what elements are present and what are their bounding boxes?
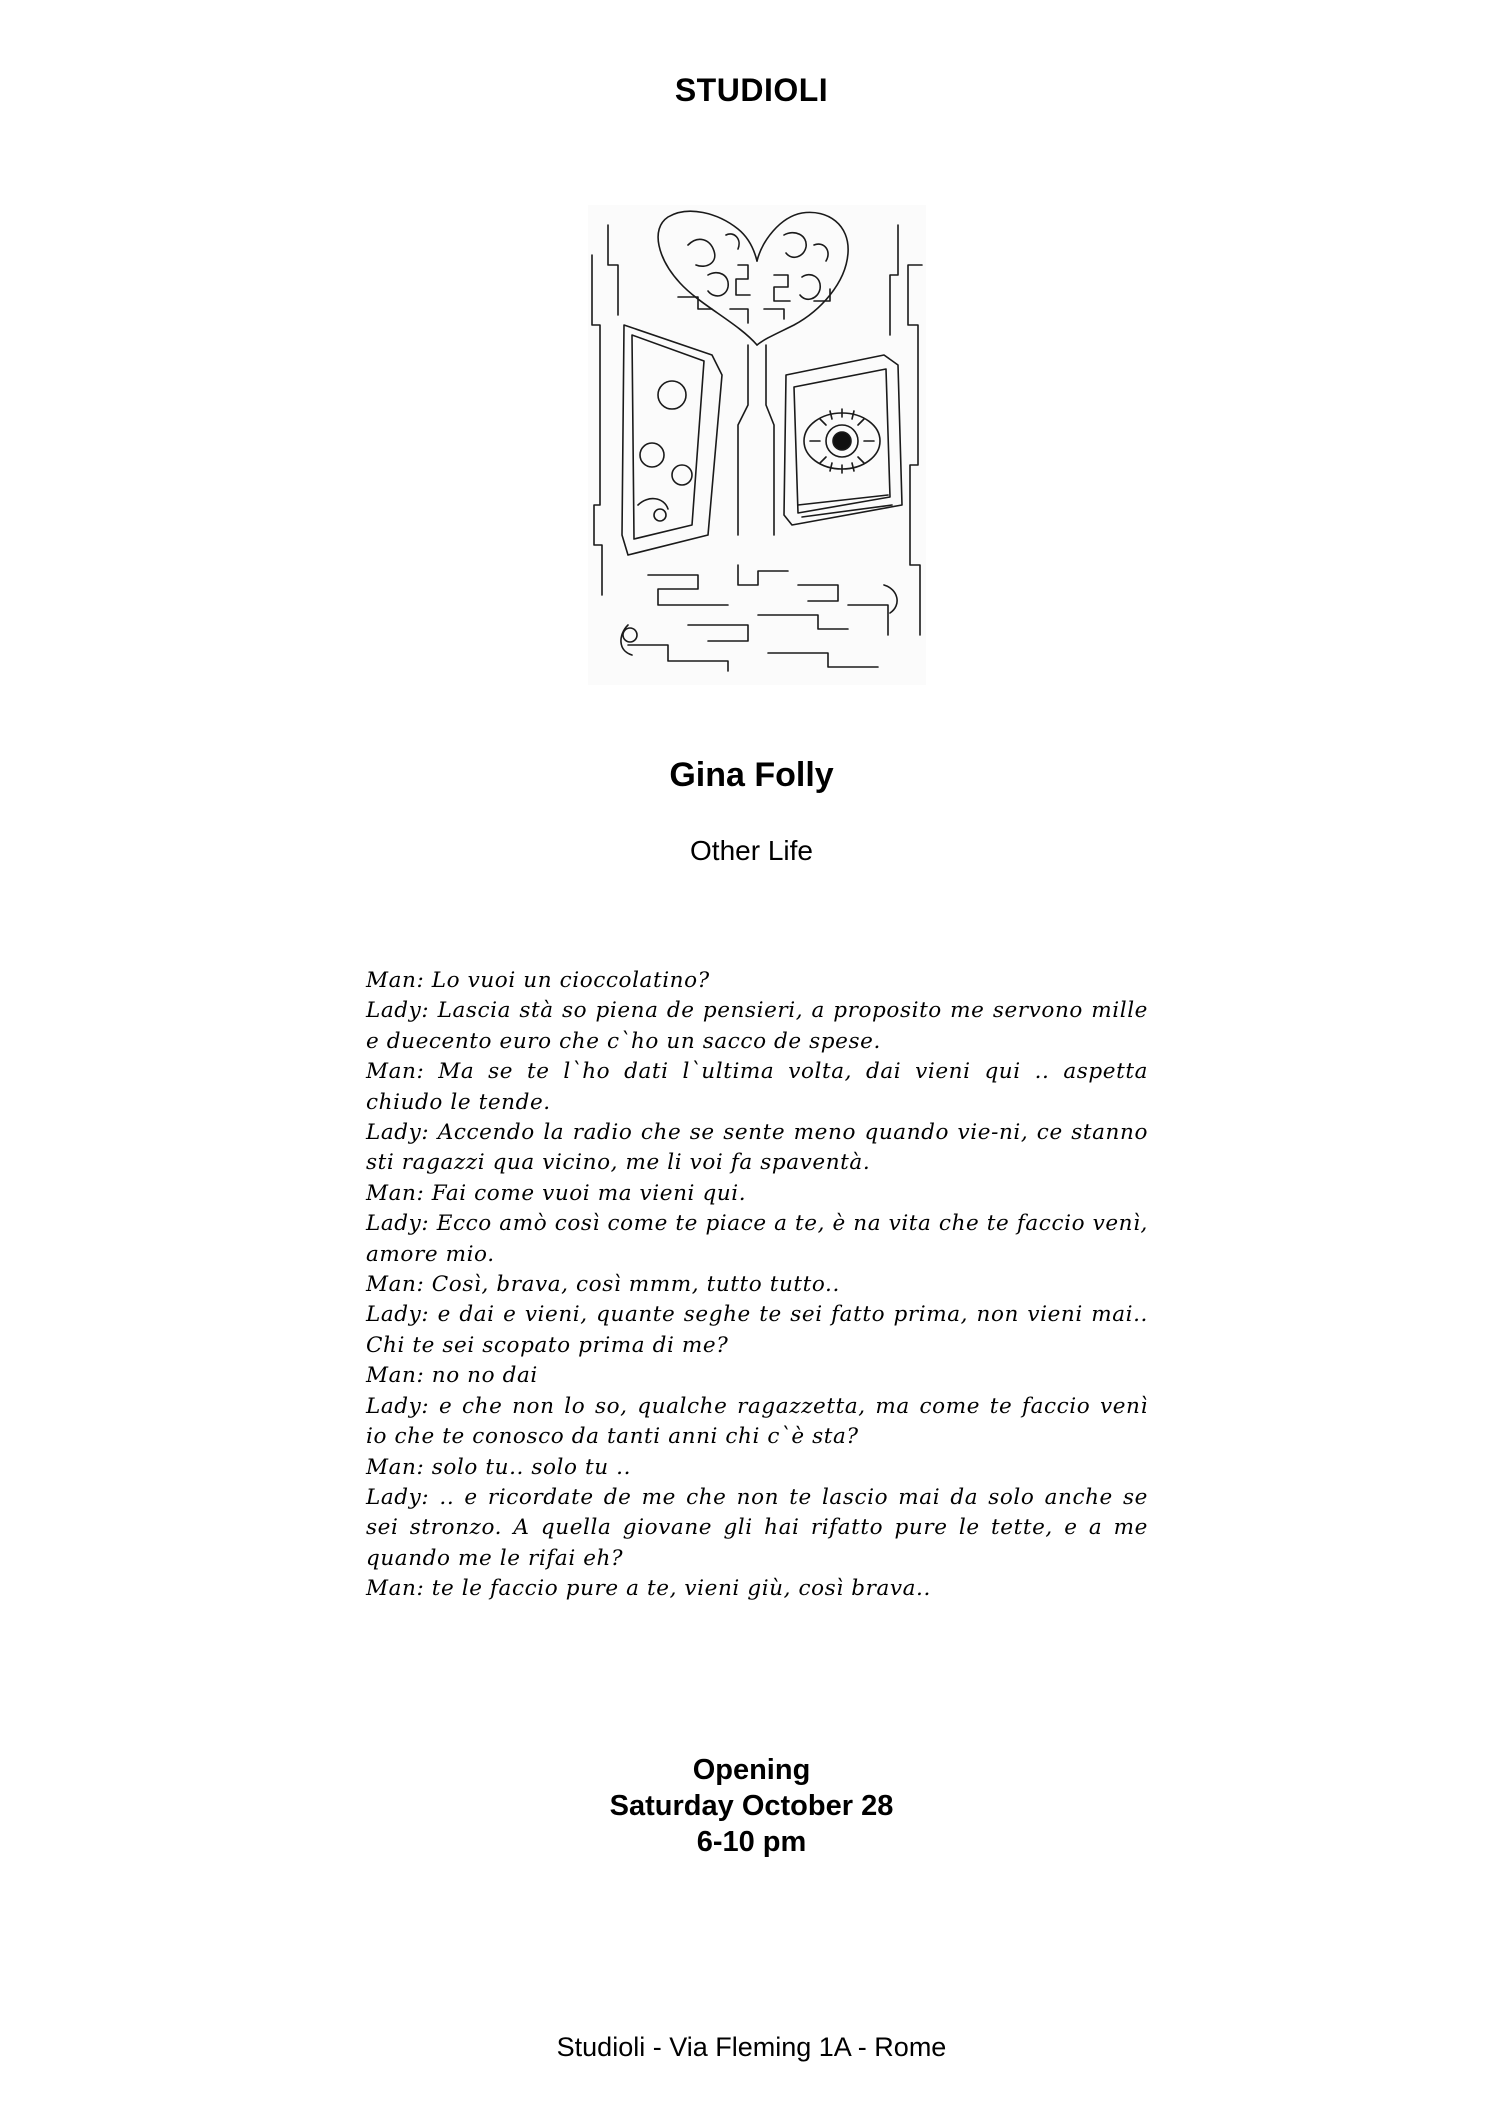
dialogue-text: [366, 966, 1148, 1605]
exhibition-title: Other Life: [690, 835, 813, 866]
footer-address: Studioli - Via Fleming 1A - Rome: [556, 2032, 947, 2062]
dialogue-line: Man: solo tu.. solo tu ..: [366, 1454, 632, 1480]
dialogue-line: Lady: Accendo la radio che se sente meno quando vie-ni, ce stanno sti ragazzi qua vicino, me li voi fa spaventà.: [366, 1120, 1148, 1176]
artwork-drawing: [588, 205, 926, 685]
dialogue-line: Man: Lo vuoi un cioccolatino?: [366, 968, 710, 993]
dialogue-line: Lady: Ecco amò così come te piace a te, è na vita che te faccio venì, amore mio.: [366, 1211, 1148, 1267]
dialogue-line: Man: Così, brava, così mmm, tutto tutto..: [366, 1272, 840, 1298]
opening-label: Opening: [692, 1754, 811, 1786]
dialogue-line: Man: te le faccio pure a te, vieni giù, così brava..: [366, 1576, 931, 1602]
opening-date: Saturday October 28: [609, 1790, 894, 1822]
dialogue-line: Man: Ma se te l`ho dati l`ultima volta, dai vieni qui .. aspetta chiudo le tende.: [366, 1059, 1148, 1115]
dialogue-line: Lady: e dai e vieni, quante seghe te sei fatto prima, non vieni mai.. Chi te sei scopato prima di me?: [366, 1302, 1148, 1358]
opening-time: 6-10 pm: [696, 1826, 807, 1858]
dialogue-line: Man: Fai come vuoi ma vieni qui.: [366, 1180, 747, 1206]
dialogue-line: Lady: .. e ricordate de me che non te lascio mai da solo anche se sei stronzo. A quella giovane gli hai rifatto pure le tette, e a me quando me le rifai eh?: [366, 1484, 1148, 1571]
opening-info: [0, 1752, 1503, 1860]
dialogue-line: Man: no no dai: [366, 1363, 538, 1389]
gallery-title: STUDIOLI: [674, 72, 829, 108]
dialogue-line: Lady: Lascia stà so piena de pensieri, a proposito me servono mille e duecento euro che c`ho un sacco de spese.: [366, 998, 1148, 1054]
artist-name: Gina Folly: [669, 756, 834, 794]
dialogue-line: Lady: e che non lo so, qualche ragazzetta, ma come te faccio venì io che te conosco da tanti anni chi c`è sta?: [366, 1393, 1148, 1450]
